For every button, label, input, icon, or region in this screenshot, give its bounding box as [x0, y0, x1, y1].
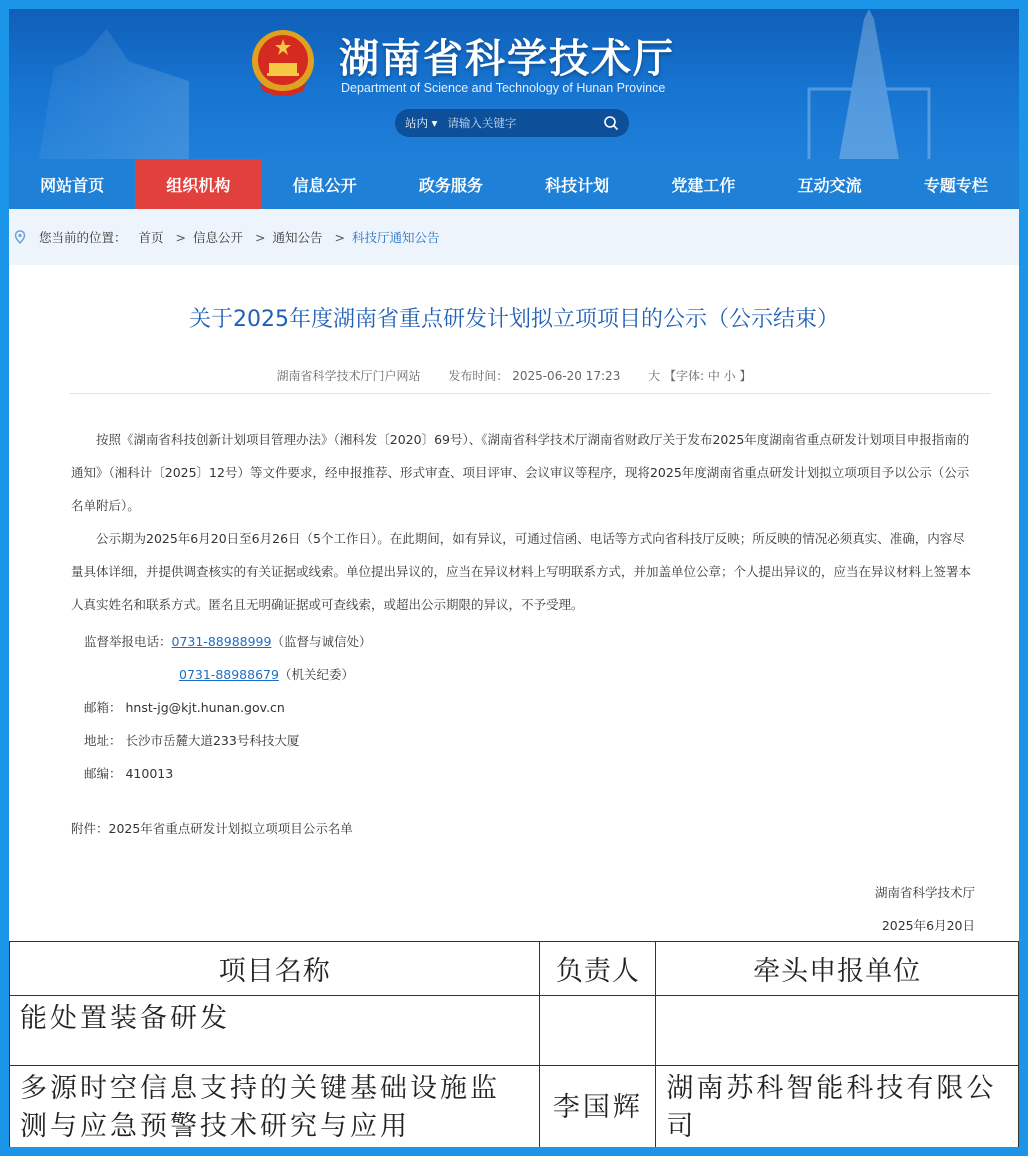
table-header-row — [10, 942, 1019, 996]
cell-unit: 湖南苏科智能科技有限公司 — [656, 1066, 1019, 1148]
font-size-control[interactable]: 大 【字体: 中 小 】 — [648, 369, 752, 383]
meta-divider — [69, 393, 991, 394]
cell-leader — [540, 996, 656, 1066]
breadcrumb-separator: > — [334, 229, 346, 245]
phone-note-1: （监督与诚信处） — [271, 634, 372, 649]
cell-leader: 李国辉 — [540, 1066, 656, 1148]
postcode-line: 邮编： 410013 — [84, 766, 174, 781]
cell-unit — [656, 996, 1019, 1066]
email-line: 邮箱： hnst-jg@kjt.hunan.gov.cn — [84, 700, 285, 715]
search-icon[interactable] — [603, 115, 619, 131]
column-header-unit: 牵头申报单位 — [656, 942, 1019, 996]
search-box — [395, 109, 629, 137]
location-pin-icon — [13, 230, 27, 244]
phone-note-2: （机关纪委） — [278, 667, 354, 682]
main-nav — [9, 159, 1019, 209]
site-subtitle: Department of Science and Technology of Hunan Province — [341, 81, 666, 95]
nav-item-sci-tech-plan[interactable]: 科技计划 — [545, 175, 610, 195]
signature-org: 湖南省科学技术厅 — [874, 885, 975, 900]
article-title: 关于2025年度湖南省重点研发计划拟立项项目的公示（公示结束） — [189, 307, 839, 332]
article-body — [71, 423, 977, 621]
search-scope-select[interactable]: 站内 ▾ — [405, 116, 438, 130]
header-building-decoration — [39, 29, 189, 159]
phone-link-2[interactable]: 0731-88988679 — [179, 667, 279, 682]
cell-project-name: 多源时空信息支持的关键基础设施监测与应急预警技术研究与应用 — [10, 1066, 540, 1148]
column-header-project: 项目名称 — [10, 942, 540, 996]
breadcrumb-home[interactable]: 首页 — [138, 230, 164, 245]
site-title: 湖南省科学技术厅 — [339, 36, 675, 82]
nav-item-home[interactable]: 网站首页 — [40, 175, 105, 195]
breadcrumb-notices[interactable]: 通知公告 — [272, 230, 323, 245]
nav-item-organization[interactable]: 组织机构 — [135, 159, 261, 209]
article-source: 湖南省科学技术厅门户网站 — [276, 369, 421, 383]
breadcrumb-label: 您当前的位置： — [39, 230, 127, 245]
search-input[interactable] — [447, 116, 603, 130]
breadcrumb — [9, 209, 1019, 265]
nav-item-government-services[interactable]: 政务服务 — [418, 175, 483, 195]
article-meta — [9, 367, 1019, 384]
nav-item-interaction[interactable]: 互动交流 — [797, 175, 862, 195]
nav-item-special-topics[interactable]: 专题专栏 — [923, 175, 988, 195]
column-header-leader: 负责人 — [540, 942, 656, 996]
phone-label: 监督举报电话： — [84, 634, 172, 649]
site-header — [9, 9, 1019, 159]
phone-line-1 — [84, 632, 371, 650]
table-row — [10, 996, 1019, 1066]
nav-item-info-disclosure[interactable]: 信息公开 — [292, 175, 357, 195]
breadcrumb-info-disclosure[interactable]: 信息公开 — [193, 230, 244, 245]
phone-link-1[interactable]: 0731-88988999 — [171, 634, 272, 649]
cell-project-name: 能处置装备研发 — [10, 996, 540, 1066]
phone-line-2 — [179, 665, 354, 683]
article-publish-time: 发布时间： 2025-06-20 17:23 — [448, 369, 621, 383]
search-scope-label: 站内 — [405, 116, 428, 130]
project-list-table — [9, 941, 1019, 1147]
page-frame — [9, 9, 1019, 1147]
table-row — [10, 1066, 1019, 1148]
signature-date: 2025年6月20日 — [881, 918, 975, 933]
article-paragraph: 按照《湖南省科技创新计划项目管理办法》（湘科发〔2020〕69号）、《湖南省科学技术厅湖南省财政厅关于发布2025年度湖南省重点研发计划项目申报指南的通知》（湘科计〔2025〕12号）等文件要求，经申报推荐、形式审查、项目评审、会议审议等程序，现将2025年度湖南省重点研发计划拟立项项目予以公示（公示名单附后）。 — [71, 432, 970, 513]
article-paragraph: 公示期为2025年6月20日至6月26日（5个工作日）。在此期间，如有异议，可通过信函、电话等方式向省科技厅反映；所反映的情况必须真实、准确，内容尽量具体详细，并提供调查核实的有关证据或线索。单位提出异议的，应当在异议材料上写明联系方式，并加盖单位公章；个人提出异议的，应当在异议材料上签署本人真实姓名和联系方式。匿名且无明确证据或可查线索，或超出公示期限的异议，不予受理。 — [71, 531, 972, 612]
attachment-line: 附件：2025年省重点研发计划拟立项项目公示名单 — [71, 821, 353, 836]
national-emblem-icon — [249, 27, 317, 99]
breadcrumb-separator: > — [255, 229, 266, 245]
nav-item-party-building[interactable]: 党建工作 — [671, 175, 736, 195]
header-tower-decoration — [769, 9, 969, 159]
address-line: 地址： 长沙市岳麓大道233号科技大厦 — [84, 733, 300, 748]
breadcrumb-separator: > — [175, 229, 187, 245]
breadcrumb-current[interactable]: 科技厅通知公告 — [352, 230, 440, 245]
